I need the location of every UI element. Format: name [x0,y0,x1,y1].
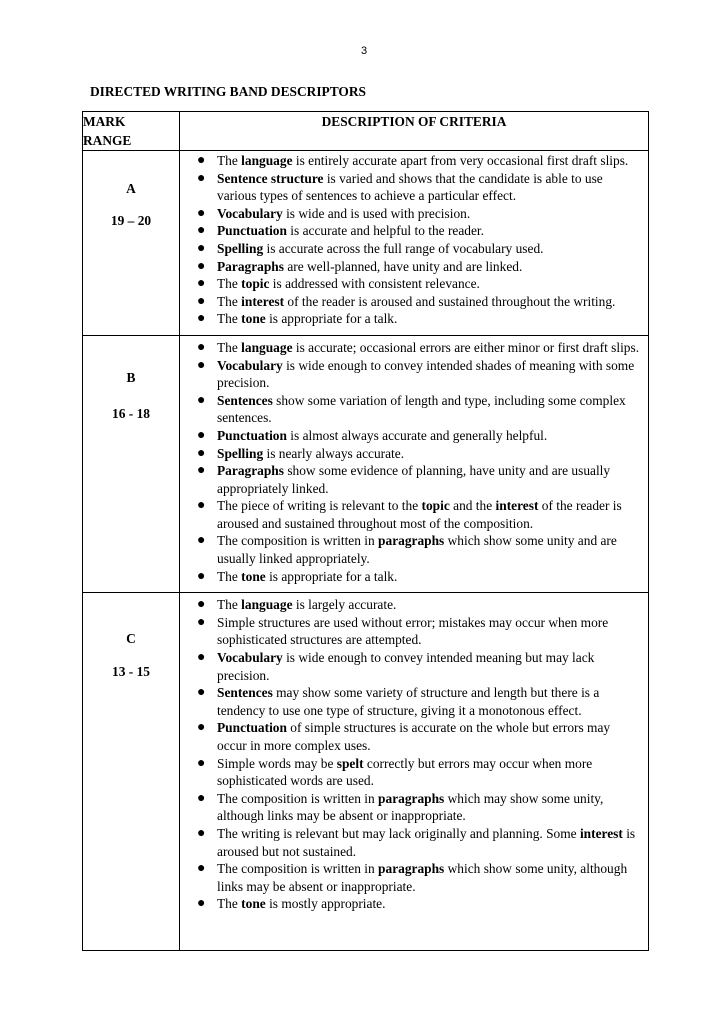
criteria-item [180,339,642,357]
criteria-item [180,568,642,586]
bullet-icon: ● [197,685,206,701]
mark-range-header [83,112,180,151]
bullet-icon: ● [197,896,206,912]
criteria-keyword: Paragraphs [217,463,284,479]
criteria-text: is nearly always accurate. [263,445,405,461]
criteria-keyword: Punctuation [217,223,287,239]
bullet-icon: ● [197,755,206,771]
criteria-text: The piece of writing is relevant to the [217,498,422,514]
criteria-item [180,614,642,649]
criteria-keyword: tone [241,311,266,327]
criteria-item [180,427,642,445]
mark-range-cell [83,151,180,336]
bullet-icon: ● [197,463,206,479]
criteria-item [180,860,642,895]
criteria-item [180,719,642,754]
bullet-icon: ● [197,223,206,239]
criteria-item [180,357,642,392]
criteria-keyword: Vocabulary [217,650,283,666]
criteria-item [180,392,642,427]
mark-range-cell [83,593,180,951]
bullet-icon: ● [197,650,206,666]
criteria-text: which show some unity, although links may be absent or inappropriate. [217,861,628,894]
criteria-item [180,258,642,276]
criteria-list [180,152,648,328]
criteria-cell [180,593,649,951]
criteria-item [180,825,642,860]
criteria-text: show some evidence of planning, have unity and are usually appropriately linked. [217,463,611,496]
criteria-keyword: language [241,339,293,355]
criteria-text: The composition is written in [217,533,379,549]
criteria-keyword: spelt [336,755,364,771]
bullet-icon: ● [197,825,206,841]
criteria-item [180,445,642,463]
bullet-icon: ● [197,498,206,514]
criteria-text: is entirely accurate apart from very occasional first draft slips. [292,153,629,168]
criteria-keyword: tone [241,568,266,584]
page-title: DIRECTED WRITING BAND DESCRIPTORS [90,84,366,99]
bullet-icon: ● [197,392,206,408]
band-rows [83,151,649,951]
criteria-keyword: topic [421,498,450,514]
criteria-text: and the [449,498,496,514]
criteria-item [180,684,642,719]
criteria-text: The [217,597,242,613]
criteria-text: The [217,339,242,355]
band-row [83,335,649,592]
criteria-text: The [217,568,242,584]
band-row [83,593,649,951]
criteria-text: The [217,276,242,292]
criteria-keyword: paragraphs [378,533,445,549]
criteria-keyword: paragraphs [378,790,445,806]
bullet-icon: ● [197,311,206,327]
criteria-item [180,275,642,293]
criteria-text: is wide and is used with precision. [282,205,471,221]
criteria-text: is almost always accurate and generally helpful. [286,427,548,443]
criteria-text: is largely accurate. [292,597,397,613]
criteria-item [180,596,642,614]
band-grade: C [126,631,136,647]
criteria-item [180,532,642,567]
bullet-icon: ● [197,293,206,309]
bullet-icon: ● [197,614,206,630]
criteria-list [180,339,648,585]
criteria-item [180,205,642,223]
mark-range-cell [83,335,180,592]
criteria-text: Simple words may be [217,755,337,771]
table-header-row [83,112,649,151]
band-marks: 16 - 18 [112,405,150,421]
bullet-icon: ● [197,568,206,584]
criteria-keyword: Vocabulary [217,357,283,373]
criteria-item [180,170,642,205]
bullet-icon: ● [197,597,206,613]
criteria-item [180,240,642,258]
criteria-item [180,152,642,170]
criteria-list [180,596,648,913]
criteria-header: DESCRIPTION OF CRITERIA [180,112,649,151]
criteria-item [180,222,642,240]
criteria-item [180,293,642,311]
criteria-item [180,755,642,790]
criteria-text: The composition is written in [217,861,379,877]
criteria-text: The [217,311,242,327]
criteria-keyword: Punctuation [217,427,287,443]
criteria-keyword: Sentences [217,685,273,701]
criteria-item [180,790,642,825]
criteria-keyword: Sentences [217,392,273,408]
criteria-keyword: interest [241,293,285,309]
criteria-text: is varied and shows that the candidate is able to use various types of sentences to achieve a particular effect. [217,170,603,204]
criteria-keyword: Paragraphs [217,258,284,274]
criteria-item [180,310,642,328]
bullet-icon: ● [197,258,206,274]
criteria-text: is appropriate for a talk. [265,311,398,327]
criteria-keyword: topic [241,276,270,292]
band-descriptors-table [82,111,649,951]
mark-range-header-line2: RANGE [83,133,132,148]
criteria-text: is aroused but not sustained. [217,825,636,859]
bullet-icon: ● [197,240,206,256]
bullet-icon: ● [197,170,206,186]
criteria-item [180,462,642,497]
criteria-text: of the reader is aroused and sustained throughout the writing. [284,293,616,309]
bullet-icon: ● [197,427,206,443]
criteria-item [180,895,642,913]
criteria-text: is wide enough to convey intended meaning but may lack precision. [217,650,595,683]
criteria-text: correctly but errors may occur when more sophisticated words are used. [217,755,593,789]
criteria-text: is accurate; occasional errors are either minor or first draft slips. [292,339,640,355]
bullet-icon: ● [197,533,206,549]
criteria-text: is accurate and helpful to the reader. [286,223,485,239]
criteria-keyword: Punctuation [217,720,287,736]
criteria-item [180,497,642,532]
criteria-text: The [217,293,242,309]
band-row [83,151,649,336]
criteria-text: The [217,153,242,168]
band-marks: 13 - 15 [112,663,150,679]
criteria-keyword: Spelling [217,445,264,461]
criteria-keyword: interest [495,498,539,514]
criteria-text: of simple structures is accurate on the whole but errors may occur in more complex uses. [217,720,611,753]
criteria-text: The [217,896,242,912]
criteria-keyword: Spelling [217,240,264,256]
bullet-icon: ● [197,790,206,806]
criteria-cell [180,335,649,592]
criteria-text: is accurate across the full range of vocabulary used. [263,240,544,256]
criteria-keyword: language [241,153,293,168]
criteria-text: The writing is relevant but may lack originally and planning. Some [217,825,580,841]
band-marks: 19 – 20 [110,212,152,228]
criteria-text: is wide enough to convey intended shades of meaning with some precision. [217,357,635,391]
criteria-text: which may show some unity, although links may be absent or inappropriate. [217,790,604,824]
criteria-cell [180,151,649,336]
bullet-icon: ● [197,339,206,355]
criteria-text: is mostly appropriate. [265,896,386,912]
criteria-text: are well-planned, have unity and are linked. [283,258,523,274]
criteria-text: is appropriate for a talk. [265,568,398,584]
band-grade: A [126,181,136,196]
bullet-icon: ● [197,445,206,461]
criteria-text: Simple structures are used without error; mistakes may occur when more sophisticated structures are attempted. [217,614,609,648]
criteria-keyword: interest [579,825,623,841]
criteria-keyword: Vocabulary [217,205,283,221]
criteria-text: is addressed with consistent relevance. [269,276,480,292]
page-number: 3 [360,45,368,57]
criteria-text: may show some variety of structure and length but there is a tendency to use one type of structure, giving it a monotonous effect. [217,685,600,718]
band-grade: B [126,369,136,385]
criteria-text: show some variation of length and type, including some complex sentences. [217,392,626,426]
bullet-icon: ● [197,153,206,168]
criteria-keyword: tone [241,896,266,912]
bullet-icon: ● [197,861,206,877]
bullet-icon: ● [197,357,206,373]
bullet-icon: ● [197,276,206,292]
criteria-keyword: paragraphs [378,861,445,877]
criteria-keyword: language [241,597,293,613]
mark-range-header-line1: MARK [83,114,126,129]
criteria-text: which show some unity and are usually linked appropriately. [217,533,617,567]
bullet-icon: ● [197,720,206,736]
bullet-icon: ● [197,205,206,221]
criteria-text: of the reader is aroused and sustained throughout most of the composition. [217,498,622,531]
criteria-keyword: Sentence structure [217,170,324,186]
criteria-item [180,649,642,684]
criteria-text: The composition is written in [217,790,379,806]
